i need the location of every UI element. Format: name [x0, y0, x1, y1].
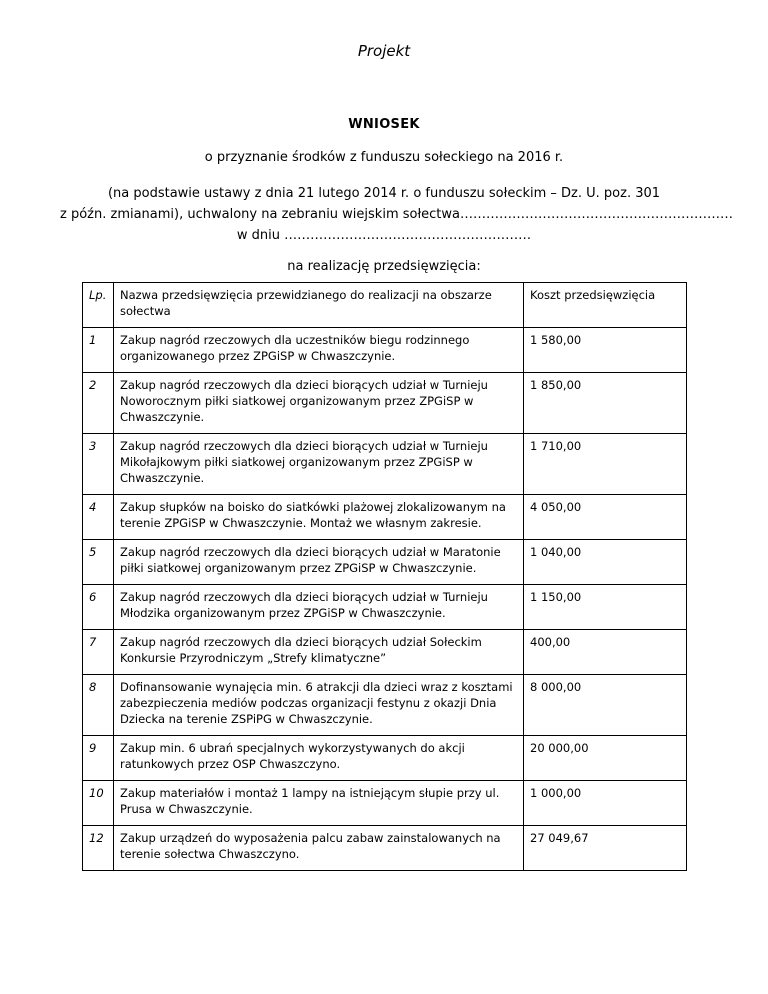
row-lp: 1 — [83, 328, 114, 373]
row-lp: 6 — [83, 585, 114, 630]
row-description: Zakup słupków na boisko do siatkówki plażowej zlokalizowanym na terenie ZPGiSP w Chwaszczynie. Montaż we własnym zakresie. — [114, 495, 524, 540]
legal-basis-line: w dniu ………………………………………………… — [236, 228, 532, 243]
row-lp: 3 — [83, 434, 114, 495]
row-description: Zakup nagród rzeczowych dla dzieci biorących udział w Turnieju Młodzika organizowanym przez ZPGiSP w Chwaszczynie. — [114, 585, 524, 630]
table-row — [83, 495, 687, 540]
row-description: Zakup nagród rzeczowych dla uczestników biegu rodzinnego organizowanego przez ZPGiSP w Chwaszczynie. — [114, 328, 524, 373]
row-description: Zakup min. 6 ubrań specjalnych wykorzystywanych do akcji ratunkowych przez OSP Chwaszczyno. — [114, 736, 524, 781]
row-cost: 27 049,67 — [524, 826, 687, 871]
table-row — [83, 675, 687, 736]
projects-table — [82, 282, 687, 871]
row-description: Dofinansowanie wynajęcia min. 6 atrakcji dla dzieci wraz z kosztami zabezpieczenia mediów podczas organizacji festynu z okazji Dnia Dziecka na terenie ZSPiPG w Chwaszczynie. — [114, 675, 524, 736]
row-description: Zakup urządzeń do wyposażenia palcu zabaw zainstalowanych na terenie sołectwa Chwaszczyno. — [114, 826, 524, 871]
row-description: Zakup nagród rzeczowych dla dzieci biorących udział w Turnieju Noworocznym piłki siatkowej organizowanym przez ZPGiSP w Chwaszczynie. — [114, 373, 524, 434]
row-lp: 10 — [83, 781, 114, 826]
legal-basis-line: (na podstawie ustawy z dnia 21 lutego 2014 r. o funduszu sołeckim – Dz. U. poz. 301 — [107, 186, 661, 201]
row-description: Zakup nagród rzeczowych dla dzieci biorących udział w Maratonie piłki siatkowej organizowanym przez ZPGiSP w Chwaszczynie. — [114, 540, 524, 585]
table-row — [83, 630, 687, 675]
row-lp: 8 — [83, 675, 114, 736]
row-lp: 4 — [83, 495, 114, 540]
table-row — [83, 736, 687, 781]
row-cost: 1 850,00 — [524, 373, 687, 434]
row-cost: 1 580,00 — [524, 328, 687, 373]
table-header-row — [83, 283, 687, 328]
page-header-note: Projekt — [357, 42, 411, 60]
row-lp: 12 — [83, 826, 114, 871]
row-cost: 1 710,00 — [524, 434, 687, 495]
row-lp: 2 — [83, 373, 114, 434]
row-lp: 7 — [83, 630, 114, 675]
header-project-name: Nazwa przedsięwzięcia przewidzianego do realizacji na obszarze sołectwa — [114, 283, 524, 328]
row-cost: 8 000,00 — [524, 675, 687, 736]
document-title: WNIOSEK — [348, 117, 420, 132]
row-description: Zakup nagród rzeczowych dla dzieci biorących udział Sołeckim Konkursie Przyrodniczym „Strefy klimatyczne” — [114, 630, 524, 675]
row-lp: 5 — [83, 540, 114, 585]
table-row — [83, 781, 687, 826]
row-cost: 1 150,00 — [524, 585, 687, 630]
row-cost: 4 050,00 — [524, 495, 687, 540]
table-row — [83, 826, 687, 871]
table-row — [83, 585, 687, 630]
row-cost: 1 040,00 — [524, 540, 687, 585]
document-subtitle: o przyznanie środków z funduszu sołeckiego na 2016 r. — [204, 150, 564, 165]
row-lp: 9 — [83, 736, 114, 781]
table-row — [83, 434, 687, 495]
purpose-label: na realizację przedsięwzięcia: — [287, 259, 481, 274]
legal-basis — [60, 183, 733, 246]
row-cost: 400,00 — [524, 630, 687, 675]
header-project-cost: Koszt przedsięwzięcia — [524, 283, 687, 328]
table-row — [83, 328, 687, 373]
header-lp: Lp. — [83, 283, 114, 328]
row-cost: 20 000,00 — [524, 736, 687, 781]
row-description: Zakup nagród rzeczowych dla dzieci biorących udział w Turnieju Mikołajkowym piłki siatkowej organizowanym przez ZPGiSP w Chwaszczynie. — [114, 434, 524, 495]
row-cost: 1 000,00 — [524, 781, 687, 826]
row-description: Zakup materiałów i montaż 1 lampy na istniejącym słupie przy ul. Prusa w Chwaszczynie. — [114, 781, 524, 826]
legal-basis-line: z późn. zmianami), uchwalony na zebraniu wiejskim sołectwa……………………………………………………… — [60, 207, 733, 222]
table-row — [83, 540, 687, 585]
table-row — [83, 373, 687, 434]
